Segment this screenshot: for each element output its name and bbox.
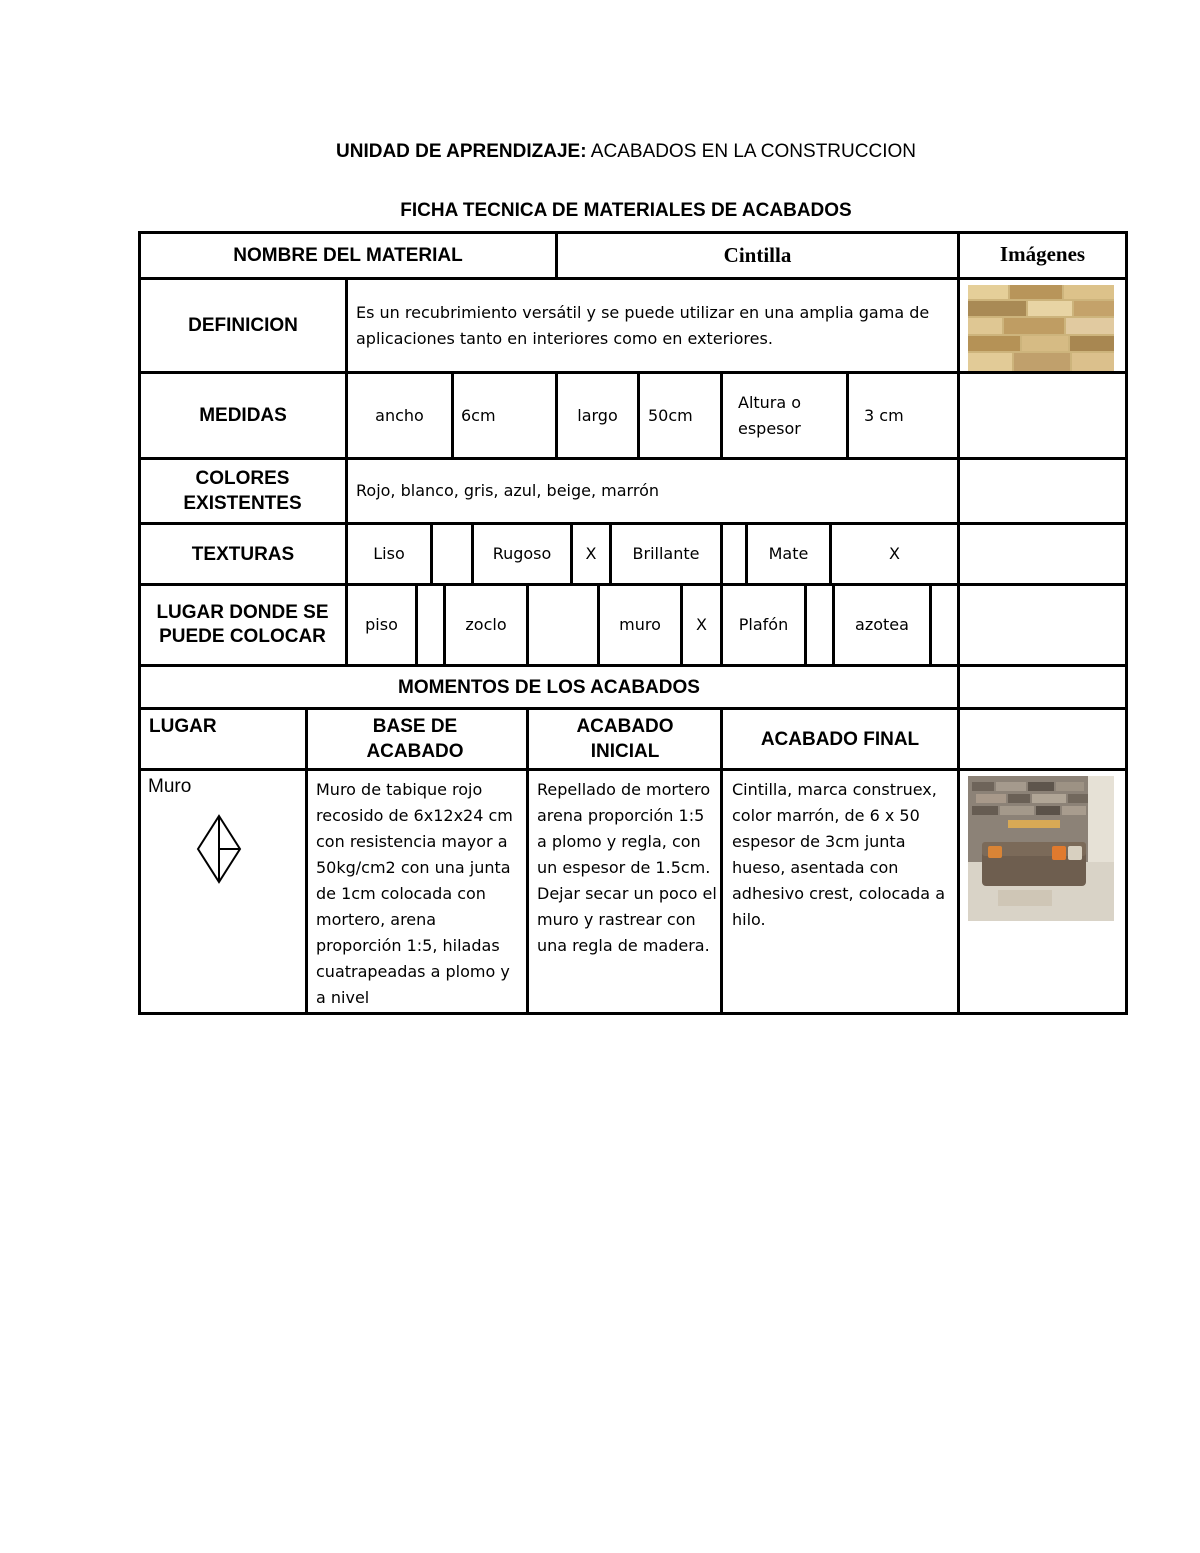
colors-label: COLORES EXISTENTES <box>183 468 302 514</box>
placement-option-mark <box>932 586 957 664</box>
rule <box>526 707 529 1015</box>
column-header: ACABADO FINAL <box>760 728 920 750</box>
row-final: Cintilla, marca construex, color marrón, de 6 x 50 espesor de 3cm junta hueso, asentada con adhesivo crest, colocada a hilo. <box>732 780 945 929</box>
rule <box>637 371 640 459</box>
rule <box>957 231 960 1015</box>
placement-option-mark <box>807 586 832 664</box>
rule <box>720 371 723 459</box>
textures-label: TEXTURAS <box>191 543 295 565</box>
height-label: Altura o espesor <box>738 392 802 438</box>
texture-option-name: Brillante <box>632 544 700 563</box>
rule <box>451 371 454 459</box>
sheet-title: FICHA TECNICA DE MATERIALES DE ACABADOS <box>400 200 852 221</box>
length-value: 50cm <box>648 405 693 425</box>
rule <box>1125 231 1128 1015</box>
texture-option-name: Mate <box>768 544 809 563</box>
placement-option-name: zoclo <box>465 615 507 634</box>
texture-option-mark: X <box>585 544 597 563</box>
unit-value: ACABADOS EN LA CONSTRUCCION <box>590 141 916 162</box>
width-value: 6cm <box>461 405 496 425</box>
texture-option-name: Rugoso <box>492 544 552 563</box>
wall-symbol-icon <box>196 814 242 884</box>
images-header: Imágenes <box>999 241 1086 266</box>
placement-option-mark: X <box>696 615 707 634</box>
moments-title: MOMENTOS DE LOS ACABADOS <box>398 676 700 698</box>
placement-option-name: piso <box>365 615 398 634</box>
row-initial: Repellado de mortero arena proporción 1:5 a plomo y regla, con un espesor de 1.5cm. Dejar secar un poco el muro y rastrear con una regla de madera. <box>537 780 717 955</box>
placement-option-name: Plafón <box>738 615 789 634</box>
placement-option-name: azotea <box>855 615 909 634</box>
material-name-label: NOMBRE DEL MATERIAL <box>233 245 463 266</box>
length-label: largo <box>577 405 618 425</box>
texture-option-name: Liso <box>373 544 405 563</box>
row-place: Muro <box>148 776 192 797</box>
rule <box>846 371 849 459</box>
material-name-value: Cintilla <box>723 243 792 267</box>
rule <box>138 768 1128 771</box>
row-base: Muro de tabique rojo recosido de 6x12x24 cm con resistencia mayor a 50kg/cm2 con una junta de 1cm colocada con mortero, arena proporción 1:5, hiladas cuatrapeadas a plomo y a nivel <box>316 780 513 1007</box>
colors-value: Rojo, blanco, gris, azul, beige, marrón <box>356 481 660 500</box>
placement-label: LUGAR DONDE SE PUEDE COLOCAR <box>156 602 329 647</box>
rule <box>305 707 308 1015</box>
column-header: BASE DE ACABADO <box>366 716 464 762</box>
living-room-image <box>968 776 1114 921</box>
definition-text: Es un recubrimiento versátil y se puede utilizar en una amplia gama de aplicaciones tanto en interiores como en exteriores. <box>356 302 930 348</box>
texture-option-mark <box>433 525 471 583</box>
stone-tile-image <box>968 285 1114 371</box>
measures-label: MEDIDAS <box>199 405 287 426</box>
placement-option-mark <box>529 586 597 664</box>
placement-option-name: muro <box>619 615 661 634</box>
column-header: LUGAR <box>149 716 217 737</box>
definition-label: DEFINICION <box>188 315 298 336</box>
unit-label: UNIDAD DE APRENDIZAJE: <box>336 141 587 162</box>
rule <box>138 1012 1128 1015</box>
width-label: ancho <box>375 405 424 425</box>
texture-option-mark: X <box>889 544 900 563</box>
placement-option-mark <box>418 586 443 664</box>
texture-option-mark <box>723 525 745 583</box>
column-header: ACABADO INICIAL <box>576 716 674 762</box>
height-value: 3 cm <box>864 405 904 425</box>
